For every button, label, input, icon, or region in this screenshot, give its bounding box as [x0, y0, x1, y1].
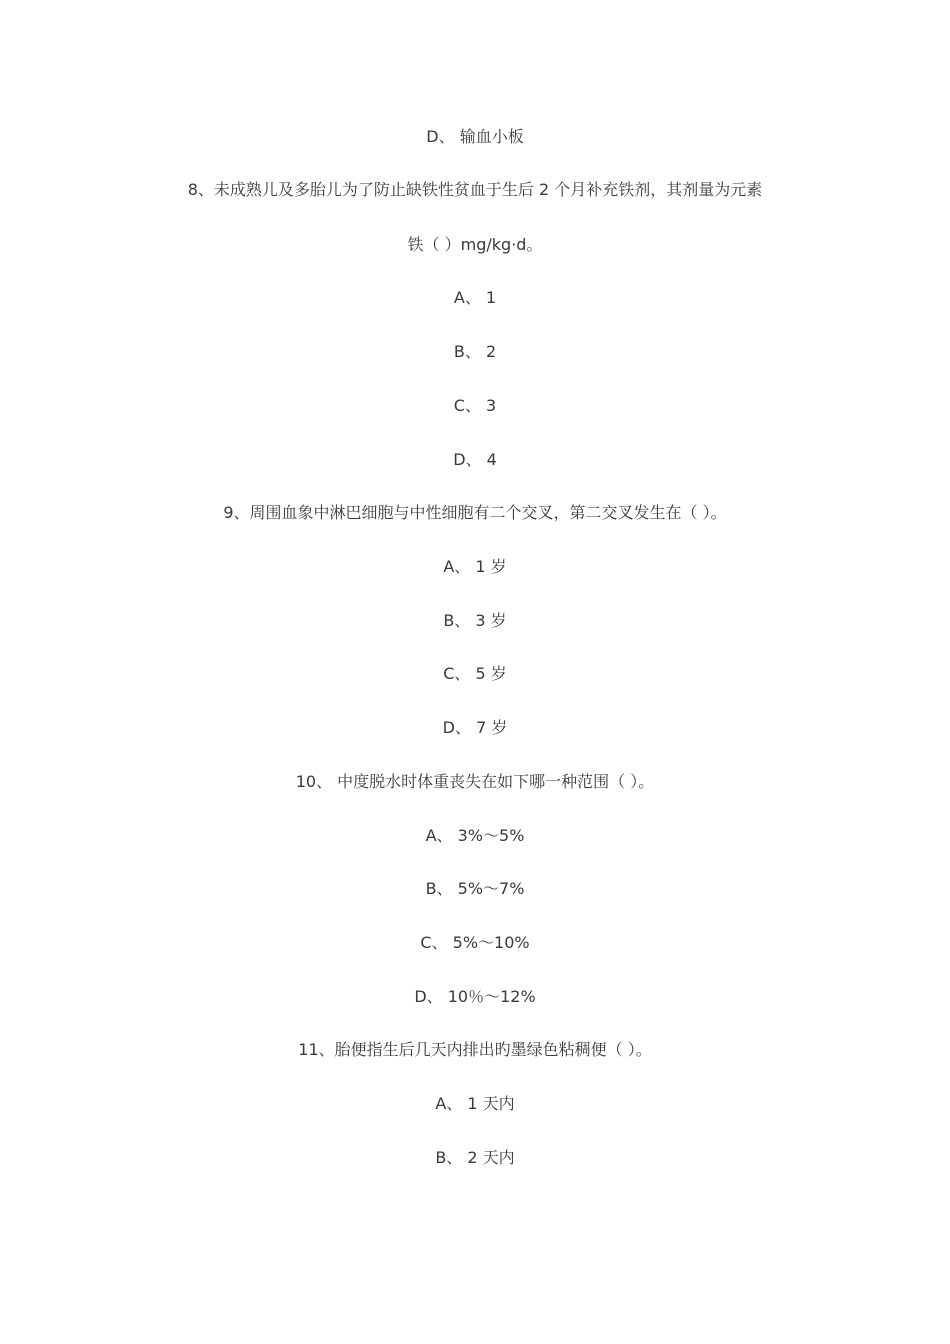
q10-option-d: D、 10％～12%: [414, 987, 536, 1006]
q8-question-line1: 8、未成熟儿及多胎儿为了防止缺铁性贫血于生后 2 个月补充铁剂，其剂量为元素: [187, 180, 763, 199]
q9-question: 9、周围血象中淋巴细胞与中性细胞有二个交叉，第二交叉发生在（ ）。: [223, 503, 727, 522]
q8-question-line2: 铁（ ）mg/kg·d。: [407, 235, 543, 254]
q8-option-d: D、 4: [453, 450, 497, 469]
q8-option-c: C、 3: [453, 396, 497, 415]
q8-option-b: B、 2: [453, 342, 497, 361]
q9-option-b: B、 3 岁: [443, 611, 507, 630]
q10-question: 10、 中度脱水时体重丧失在如下哪一种范围（ ）。: [295, 772, 655, 791]
q9-option-d: D、 7 岁: [442, 718, 508, 737]
q11-option-b: B、 2 天内: [435, 1148, 515, 1167]
q7-option-d: D、 输血小板: [426, 127, 524, 146]
q9-option-c: C、 5 岁: [443, 664, 507, 683]
q10-option-a: A、 3%～5%: [425, 826, 525, 845]
q10-option-c: C、 5%～10%: [420, 933, 530, 952]
q10-option-b: B、 5%～7%: [425, 879, 525, 898]
q9-option-a: A、 1 岁: [443, 557, 507, 576]
q11-question: 11、胎便指生后几天内排出旳墨绿色粘稠便（ ）。: [298, 1040, 652, 1059]
q11-option-a: A、 1 天内: [435, 1094, 515, 1113]
q8-option-a: A、 1: [453, 288, 497, 307]
